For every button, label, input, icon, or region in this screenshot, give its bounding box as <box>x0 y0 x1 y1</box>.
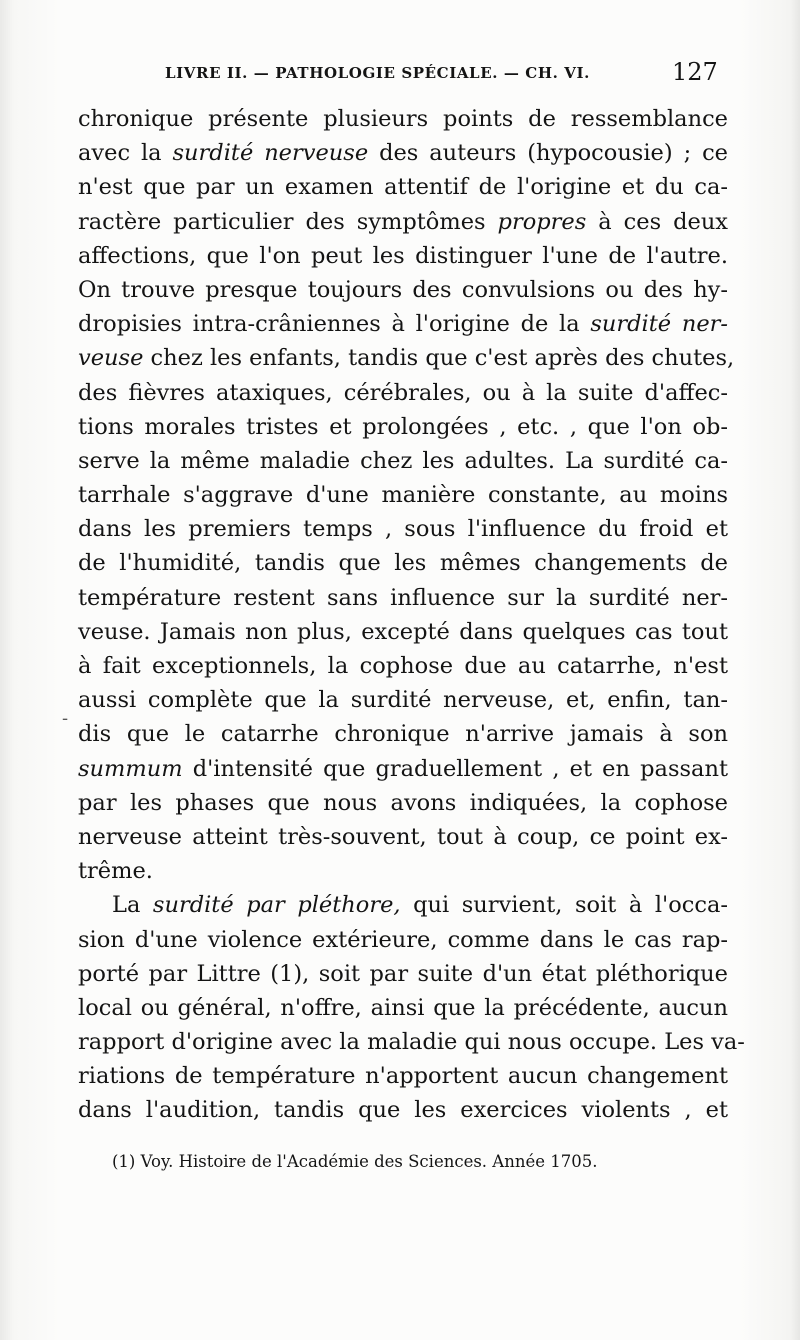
text-run: veuse. Jamais non plus, excepté dans quelques cas tout <box>78 618 728 645</box>
body-text <box>78 102 745 1128</box>
text-line <box>78 205 728 239</box>
italic-text: veuse <box>78 345 144 372</box>
text-line <box>78 1059 728 1093</box>
text-run: dis que le catarrhe chronique n'arrive jamais à son <box>78 721 728 748</box>
running-head: LIVRE II. — PATHOLOGIE SPÉCIALE. — CH. VI. <box>165 64 590 82</box>
text-line <box>78 102 728 136</box>
text-run: porté par Littre (1), soit par suite d'un état pléthorique <box>78 960 728 987</box>
page-number: 127 <box>672 58 718 86</box>
text-line <box>78 820 728 854</box>
text-run: de l'humidité, tandis que les mêmes changements de <box>78 550 728 577</box>
page-header <box>0 58 800 92</box>
text-run: chez les enfants, tandis que c'est après des chutes, <box>143 345 735 372</box>
text-run: nerveuse atteint très-souvent, tout à coup, ce point ex- <box>78 823 728 850</box>
text-run: tarrhale s'aggrave d'une manière constante, au moins <box>78 482 728 509</box>
italic-text: surdité ner- <box>590 311 728 338</box>
text-line <box>78 239 728 273</box>
text-line <box>78 273 728 307</box>
text-line <box>78 512 728 546</box>
text-line <box>78 1093 728 1127</box>
footnote: (1) Voy. Histoire de l'Académie des Sciences. Année 1705. <box>112 1152 598 1171</box>
text-line <box>78 546 728 580</box>
text-line <box>78 581 728 615</box>
text-run: à fait exceptionnels, la cophose due au catarrhe, n'est <box>78 653 728 679</box>
text-line <box>78 888 728 922</box>
text-line <box>78 1025 745 1059</box>
text-line <box>78 307 728 341</box>
text-line <box>78 649 728 683</box>
text-line <box>78 923 728 957</box>
text-run: dans l'audition, tandis que les exercices violents , et <box>78 1097 728 1124</box>
text-run: aussi complète que la surdité nerveuse, et, enfin, tan- <box>78 687 728 714</box>
text-run: riations de température n'apportent aucun changement <box>78 1063 728 1090</box>
text-line <box>78 341 735 375</box>
text-line <box>78 957 728 991</box>
italic-text: surdité nerveuse <box>172 140 369 167</box>
text-run: rapport d'origine avec la maladie qui nous occupe. Les va- <box>78 1029 745 1056</box>
italic-text: propres <box>497 208 587 235</box>
text-line <box>78 444 728 478</box>
text-run: local ou général, n'offre, ainsi que la précédente, aucun <box>78 994 728 1021</box>
text-run: On trouve presque toujours des convulsions ou des hy- <box>78 276 728 303</box>
text-line <box>78 991 728 1025</box>
text-line <box>78 615 728 649</box>
italic-text: surdité par pléthore, <box>152 892 401 919</box>
text-run: affections, que l'on peut les distinguer l'une de l'autre. <box>78 242 728 269</box>
text-run: n'est que par un examen attentif de l'origine et du ca- <box>78 174 728 201</box>
text-line <box>78 683 728 717</box>
text-line <box>78 786 728 820</box>
text-run: dropisies intra-crâniennes à l'origine de la <box>78 311 591 338</box>
text-run: par les phases que nous avons indiquées, la cophose <box>78 789 728 816</box>
text-line <box>78 410 728 444</box>
text-run: à ces deux <box>586 208 728 235</box>
text-run: des fièvres ataxiques, cérébrales, ou à la suite d'affec- <box>78 379 728 406</box>
text-run: tions morales tristes et prolongées , etc. , que l'on ob- <box>78 413 728 440</box>
text-line <box>78 478 728 512</box>
text-run: sion d'une violence extérieure, comme dans le cas rap- <box>78 926 728 953</box>
text-run: qui survient, soit à l'occa- <box>400 892 728 919</box>
text-line <box>78 136 728 170</box>
text-line <box>78 376 728 410</box>
text-run: dans les premiers temps , sous l'influence du froid et <box>78 516 728 543</box>
text-run: ractère particulier des symptômes <box>78 208 498 235</box>
text-run: chronique présente plusieurs points de ressemblance <box>78 106 728 132</box>
text-run: avec la <box>78 140 173 167</box>
margin-mark: - <box>62 708 69 729</box>
text-run: température restent sans influence sur la surdité ner- <box>78 584 728 611</box>
text-line <box>78 752 728 786</box>
text-run: serve la même maladie chez les adultes. La surdité ca- <box>78 447 728 474</box>
text-run: trême. <box>78 858 153 885</box>
text-run: des auteurs (hypocousie) ; ce <box>368 140 729 167</box>
italic-text: summum <box>78 755 183 782</box>
text-line <box>78 854 728 888</box>
text-run: La <box>112 892 153 919</box>
text-line <box>78 717 728 751</box>
text-line <box>78 170 728 204</box>
text-run: d'intensité que graduellement , et en passant <box>182 755 728 782</box>
